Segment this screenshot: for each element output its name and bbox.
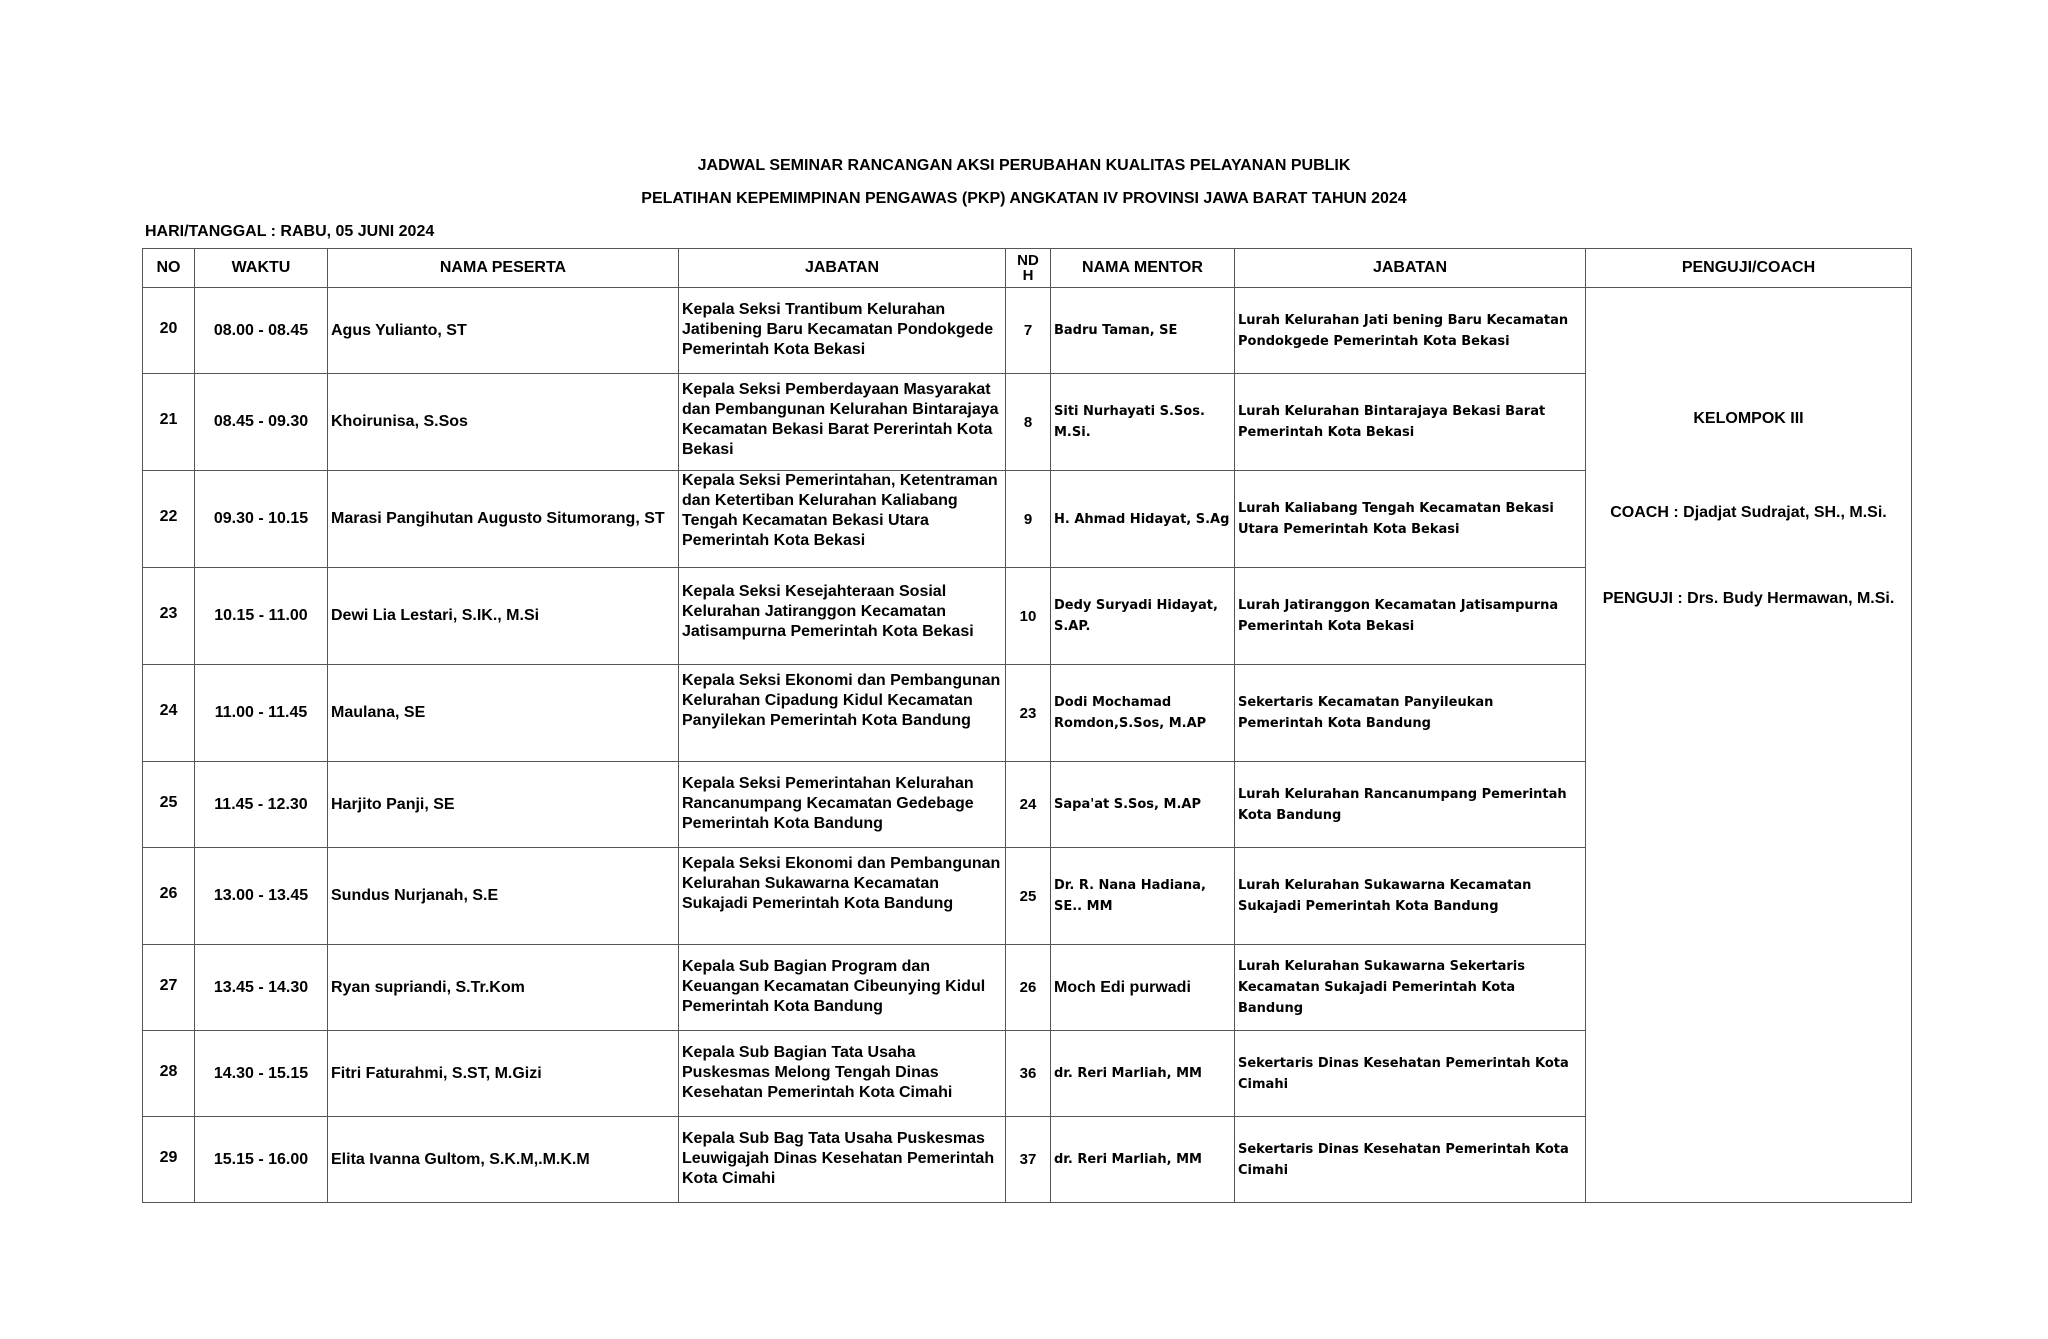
col-header-penguji: PENGUJI/COACH — [1586, 249, 1912, 288]
penguji-label: PENGUJI : Drs. Budy Hermawan, M.Si. — [1602, 590, 1895, 607]
cell-no: 20 — [143, 288, 195, 374]
cell-jabatan-mentor: Sekertaris Kecamatan Panyileukan Pemerintah Kota Bandung — [1235, 665, 1586, 762]
coach-panel — [1586, 288, 1912, 1203]
cell-no: 21 — [143, 374, 195, 471]
cell-no: 25 — [143, 762, 195, 848]
mentor-name-text: Moch Edi purwadi — [1054, 978, 1191, 996]
cell-nama-mentor: H. Ahmad Hidayat, S.Ag — [1051, 471, 1235, 568]
cell-jabatan: Kepala Seksi Pemberdayaan Masyarakat dan Pembangunan Kelurahan Bintarajaya Kecamatan Bekasi Barat Pererintah Kota Bekasi — [679, 374, 1006, 471]
cell-jabatan: Kepala Seksi Pemerintahan, Ketentraman dan Ketertiban Kelurahan Kaliabang Tengah Kecamatan Bekasi Utara Pemerintah Kota Bekasi — [679, 471, 1006, 568]
col-header-ndh-line2: H — [1022, 267, 1034, 284]
cell-nama-mentor: dr. Reri Marliah, MM — [1051, 1031, 1235, 1117]
cell-jabatan-mentor: Lurah Jatiranggon Kecamatan Jatisampurna Pemerintah Kota Bekasi — [1235, 568, 1586, 665]
cell-jabatan: Kepala Seksi Kesejahteraan Sosial Kelurahan Jatiranggon Kecamatan Jatisampurna Pemerintah Kota Bekasi — [679, 568, 1006, 665]
cell-ndh: 9 — [1006, 471, 1051, 568]
cell-ndh: 36 — [1006, 1031, 1051, 1117]
cell-no: 22 — [143, 471, 195, 568]
cell-no: 28 — [143, 1031, 195, 1117]
cell-waktu: 11.00 - 11.45 — [195, 665, 328, 762]
table-row — [143, 288, 1912, 374]
date-line: HARI/TANGGAL : RABU, 05 JUNI 2024 — [145, 223, 435, 240]
cell-no: 26 — [143, 848, 195, 945]
cell-waktu: 14.30 - 15.15 — [195, 1031, 328, 1117]
col-header-nama-mentor: NAMA MENTOR — [1051, 249, 1235, 288]
cell-waktu: 08.45 - 09.30 — [195, 374, 328, 471]
cell-waktu: 09.30 - 10.15 — [195, 471, 328, 568]
cell-nama-peserta: Elita Ivanna Gultom, S.K.M,.M.K.M — [328, 1117, 679, 1203]
cell-nama-mentor: Dodi Mochamad Romdon,S.Sos, M.AP — [1051, 665, 1235, 762]
cell-jabatan: Kepala Sub Bagian Tata Usaha Puskesmas Melong Tengah Dinas Kesehatan Pemerintah Kota Cimahi — [679, 1031, 1006, 1117]
cell-nama-peserta: Maulana, SE — [328, 665, 679, 762]
col-header-no: NO — [143, 249, 195, 288]
cell-jabatan-mentor: Lurah Kelurahan Rancanumpang Pemerintah Kota Bandung — [1235, 762, 1586, 848]
cell-no: 23 — [143, 568, 195, 665]
cell-nama-peserta: Sundus Nurjanah, S.E — [328, 848, 679, 945]
cell-nama-mentor — [1051, 945, 1235, 1031]
cell-jabatan: Kepala Seksi Ekonomi dan Pembangunan Kelurahan Sukawarna Kecamatan Sukajadi Pemerintah Kota Bandung — [679, 848, 1006, 945]
cell-ndh: 8 — [1006, 374, 1051, 471]
cell-jabatan: Kepala Seksi Trantibum Kelurahan Jatibening Baru Kecamatan Pondokgede Pemerintah Kota Bekasi — [679, 288, 1006, 374]
cell-waktu: 13.45 - 14.30 — [195, 945, 328, 1031]
kelompok-label: KELOMPOK III — [1693, 410, 1804, 427]
cell-ndh: 10 — [1006, 568, 1051, 665]
cell-waktu: 13.00 - 13.45 — [195, 848, 328, 945]
table-header-row — [143, 249, 1912, 288]
cell-jabatan-mentor: Sekertaris Dinas Kesehatan Pemerintah Kota Cimahi — [1235, 1117, 1586, 1203]
cell-jabatan: Kepala Sub Bag Tata Usaha Puskesmas Leuwigajah Dinas Kesehatan Pemerintah Kota Cimahi — [679, 1117, 1006, 1203]
cell-jabatan: Kepala Seksi Pemerintahan Kelurahan Rancanumpang Kecamatan Gedebage Pemerintah Kota Bandung — [679, 762, 1006, 848]
cell-no: 29 — [143, 1117, 195, 1203]
document-subtitle: PELATIHAN KEPEMIMPINAN PENGAWAS (PKP) ANGKATAN IV PROVINSI JAWA BARAT TAHUN 2024 — [641, 190, 1407, 207]
document-title: JADWAL SEMINAR RANCANGAN AKSI PERUBAHAN KUALITAS PELAYANAN PUBLIK — [697, 157, 1351, 174]
cell-nama-mentor: Siti Nurhayati S.Sos. M.Si. — [1051, 374, 1235, 471]
col-header-ndh — [1006, 249, 1051, 288]
cell-nama-mentor: Sapa'at S.Sos, M.AP — [1051, 762, 1235, 848]
cell-ndh: 26 — [1006, 945, 1051, 1031]
cell-waktu: 08.00 - 08.45 — [195, 288, 328, 374]
col-header-ndh-line1: ND — [1017, 252, 1039, 269]
cell-nama-peserta: Khoirunisa, S.Sos — [328, 374, 679, 471]
cell-jabatan-mentor: Lurah Kelurahan Sukawarna Sekertaris Kecamatan Sukajadi Pemerintah Kota Bandung — [1235, 945, 1586, 1031]
col-header-waktu: WAKTU — [195, 249, 328, 288]
cell-jabatan-mentor: Sekertaris Dinas Kesehatan Pemerintah Kota Cimahi — [1235, 1031, 1586, 1117]
col-header-nama-peserta: NAMA PESERTA — [328, 249, 679, 288]
cell-nama-mentor: Dedy Suryadi Hidayat, S.AP. — [1051, 568, 1235, 665]
cell-nama-peserta: Ryan supriandi, S.Tr.Kom — [328, 945, 679, 1031]
cell-ndh: 25 — [1006, 848, 1051, 945]
cell-nama-peserta: Fitri Faturahmi, S.ST, M.Gizi — [328, 1031, 679, 1117]
col-header-jabatan-mentor: JABATAN — [1235, 249, 1586, 288]
cell-nama-mentor: dr. Reri Marliah, MM — [1051, 1117, 1235, 1203]
cell-jabatan-mentor: Lurah Kelurahan Jati bening Baru Kecamatan Pondokgede Pemerintah Kota Bekasi — [1235, 288, 1586, 374]
coach-label: COACH : Djadjat Sudrajat, SH., M.Si. — [1610, 504, 1887, 521]
schedule-table — [142, 248, 1912, 1203]
cell-waktu: 10.15 - 11.00 — [195, 568, 328, 665]
cell-ndh: 24 — [1006, 762, 1051, 848]
cell-ndh: 23 — [1006, 665, 1051, 762]
cell-jabatan-mentor: Lurah Kaliabang Tengah Kecamatan Bekasi Utara Pemerintah Kota Bekasi — [1235, 471, 1586, 568]
cell-jabatan: Kepala Sub Bagian Program dan Keuangan Kecamatan Cibeunying Kidul Pemerintah Kota Bandung — [679, 945, 1006, 1031]
cell-ndh: 7 — [1006, 288, 1051, 374]
col-header-jabatan: JABATAN — [679, 249, 1006, 288]
cell-no: 24 — [143, 665, 195, 762]
cell-nama-mentor: Badru Taman, SE — [1051, 288, 1235, 374]
cell-waktu: 11.45 - 12.30 — [195, 762, 328, 848]
cell-jabatan-mentor: Lurah Kelurahan Bintarajaya Bekasi Barat Pemerintah Kota Bekasi — [1235, 374, 1586, 471]
cell-nama-peserta: Agus Yulianto, ST — [328, 288, 679, 374]
cell-jabatan-mentor: Lurah Kelurahan Sukawarna Kecamatan Sukajadi Pemerintah Kota Bandung — [1235, 848, 1586, 945]
cell-nama-peserta: Dewi Lia Lestari, S.IK., M.Si — [328, 568, 679, 665]
cell-nama-mentor: Dr. R. Nana Hadiana, SE.. MM — [1051, 848, 1235, 945]
cell-ndh: 37 — [1006, 1117, 1051, 1203]
cell-jabatan: Kepala Seksi Ekonomi dan Pembangunan Kelurahan Cipadung Kidul Kecamatan Panyilekan Pemerintah Kota Bandung — [679, 665, 1006, 762]
cell-nama-peserta: Marasi Pangihutan Augusto Situmorang, ST — [328, 471, 679, 568]
cell-no: 27 — [143, 945, 195, 1031]
cell-nama-peserta: Harjito Panji, SE — [328, 762, 679, 848]
cell-waktu: 15.15 - 16.00 — [195, 1117, 328, 1203]
